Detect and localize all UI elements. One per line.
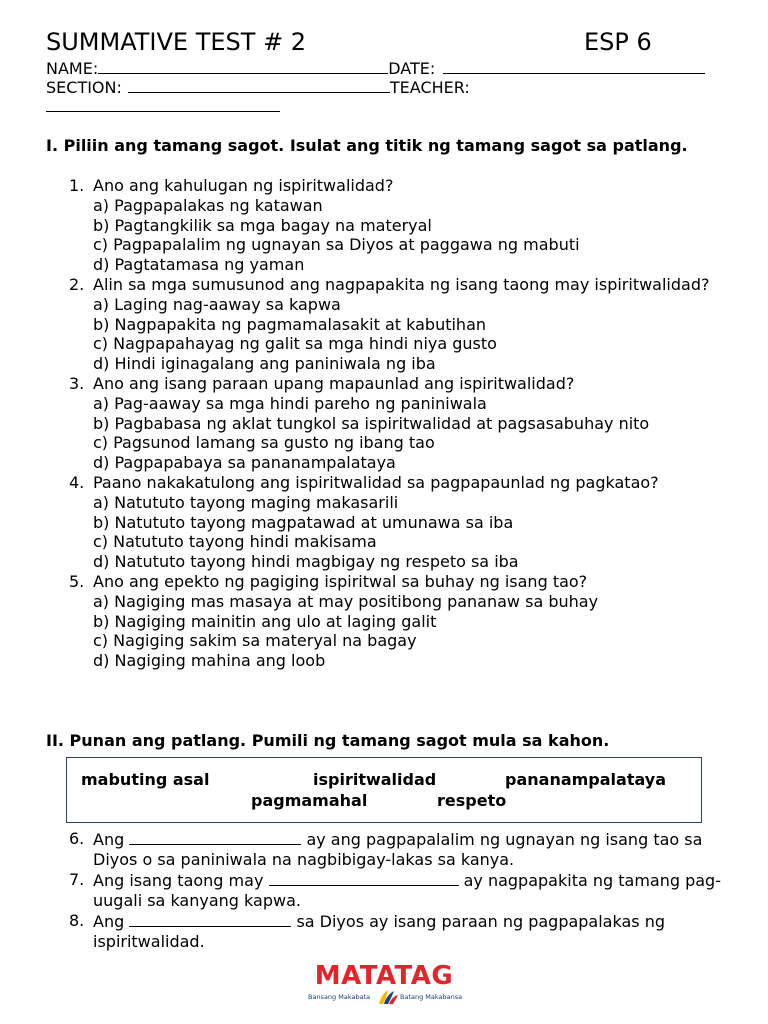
date-blank[interactable] xyxy=(443,58,705,74)
fill-item xyxy=(46,829,736,870)
option: a) Natututo tayong maging makasarili xyxy=(93,492,399,512)
name-blank[interactable] xyxy=(98,58,388,74)
fill-number: 7. xyxy=(69,870,85,889)
option: a) Pag-aaway sa mga hindi pareho ng paniniwala xyxy=(93,393,487,413)
section-teacher-row xyxy=(46,77,470,97)
section-label: SECTION: xyxy=(46,78,122,97)
question-number: 1. xyxy=(69,176,85,195)
option: a) Nagiging mas masaya at may positibong pananaw sa buhay xyxy=(93,591,599,611)
option: a) Pagpapalakas ng katawan xyxy=(93,195,323,215)
fill-number: 8. xyxy=(69,911,85,930)
subject-label: ESP 6 xyxy=(584,28,652,56)
question-number: 4. xyxy=(69,472,85,492)
part2-heading: II. Punan ang patlang. Pumili ng tamang sagot mula sa kahon. xyxy=(46,731,610,750)
option: d) Pagtatamasa ng yaman xyxy=(93,255,305,275)
word-bank-item: ispiritwalidad xyxy=(313,770,437,789)
option: c) Nagiging sakim sa materyal na bagay xyxy=(93,631,417,651)
option: b) Natututo tayong magpatawad at umunawa sa iba xyxy=(93,512,514,532)
logo-wordmark: MATATAG xyxy=(314,961,454,991)
teacher-blank[interactable] xyxy=(46,96,280,112)
matatag-emblem-icon xyxy=(376,988,400,1006)
question-text: Paano nakakatulong ang ispiritwalidad sa pagpapaunlad ng pagkatao? xyxy=(93,472,659,492)
teacher-blank-row xyxy=(46,96,280,116)
teacher-label: TEACHER: xyxy=(389,78,470,97)
option: c) Natututo tayong hindi makisama xyxy=(93,532,377,552)
answer-blank[interactable] xyxy=(129,829,301,845)
question-number: 2. xyxy=(69,274,85,294)
question xyxy=(46,572,736,592)
question-number: 3. xyxy=(69,373,85,393)
question-text: Ano ang kahulugan ng ispiritwalidad? xyxy=(93,176,394,195)
matatag-logo xyxy=(306,962,466,1010)
option: b) Nagpapakita ng pagmamalasakit at kabutihan xyxy=(93,314,487,334)
option: d) Nagiging mahina ang loob xyxy=(93,651,326,671)
fill-text-after: sa Diyos ay isang paraan ng pagpapalakas ng ispiritwalidad. xyxy=(93,912,665,951)
name-label: NAME: xyxy=(46,59,99,78)
question xyxy=(46,176,736,196)
fill-text-before: Ang xyxy=(93,830,125,849)
option: b) Pagtangkilik sa mga bagay na materyal xyxy=(93,215,432,235)
option: b) Pagbabasa ng aklat tungkol sa ispiritwalidad at pagsasabuhay nito xyxy=(93,413,650,433)
word-bank-item: respeto xyxy=(437,791,507,810)
fill-item xyxy=(46,870,736,911)
option: d) Hindi iginagalang ang paniniwala ng iba xyxy=(93,354,436,374)
title-row xyxy=(46,26,726,58)
option: a) Laging nag-aaway sa kapwa xyxy=(93,294,341,314)
question xyxy=(46,374,736,394)
answer-blank[interactable] xyxy=(269,870,459,886)
part2-items xyxy=(46,829,736,952)
fill-number: 6. xyxy=(69,829,85,848)
fill-text-after: ay ang pagpapalalim ng ugnayan ng isang tao sa Diyos o sa paniniwala na nagbibigay-lakas sa kanya. xyxy=(93,830,703,869)
question-text: Ano ang isang paraan upang mapaunlad ang ispiritwalidad? xyxy=(93,373,575,393)
logo-tagline-right: Batang Makabansa xyxy=(400,993,463,1001)
date-label: DATE: xyxy=(388,59,436,78)
option: d) Natututo tayong hindi magbigay ng respeto sa iba xyxy=(93,552,519,572)
option: c) Pagpapalalim ng ugnayan sa Diyos at paggawa ng mabuti xyxy=(93,235,580,255)
fill-item xyxy=(46,911,736,952)
option: c) Nagpapahayag ng galit sa mga hindi niya gusto xyxy=(93,334,497,354)
option: d) Pagpapabaya sa pananampalataya xyxy=(93,453,396,473)
answer-blank[interactable] xyxy=(129,911,291,927)
fill-text-after: ay nagpapakita ng tamang pag-uugali sa kanyang kapwa. xyxy=(93,871,721,910)
section-blank[interactable] xyxy=(128,77,390,93)
question-text: Ano ang epekto ng pagiging ispiritwal sa buhay ng isang tao? xyxy=(93,571,588,591)
word-bank-item: pananampalataya xyxy=(505,770,667,789)
question-number: 5. xyxy=(69,571,85,591)
word-bank-item: mabuting asal xyxy=(81,770,210,789)
question xyxy=(46,275,736,295)
test-title: SUMMATIVE TEST # 2 xyxy=(46,28,307,56)
name-date-row xyxy=(46,58,705,78)
option: c) Pagsunod lamang sa gusto ng ibang tao xyxy=(93,433,435,453)
word-bank-box xyxy=(66,757,702,823)
word-bank-item: pagmamahal xyxy=(251,791,368,810)
fill-text-before: Ang xyxy=(93,912,125,931)
part1-questions xyxy=(46,176,736,671)
fill-text-before: Ang isang taong may xyxy=(93,871,264,890)
part1-heading: I. Piliin ang tamang sagot. Isulat ang titik ng tamang sagot sa patlang. xyxy=(46,136,688,155)
question xyxy=(46,473,736,493)
option: b) Nagiging mainitin ang ulo at laging galit xyxy=(93,611,437,631)
question-text: Alin sa mga sumusunod ang nagpapakita ng isang taong may ispiritwalidad? xyxy=(93,274,710,294)
logo-tagline-left: Bansang Makabata xyxy=(308,993,371,1001)
